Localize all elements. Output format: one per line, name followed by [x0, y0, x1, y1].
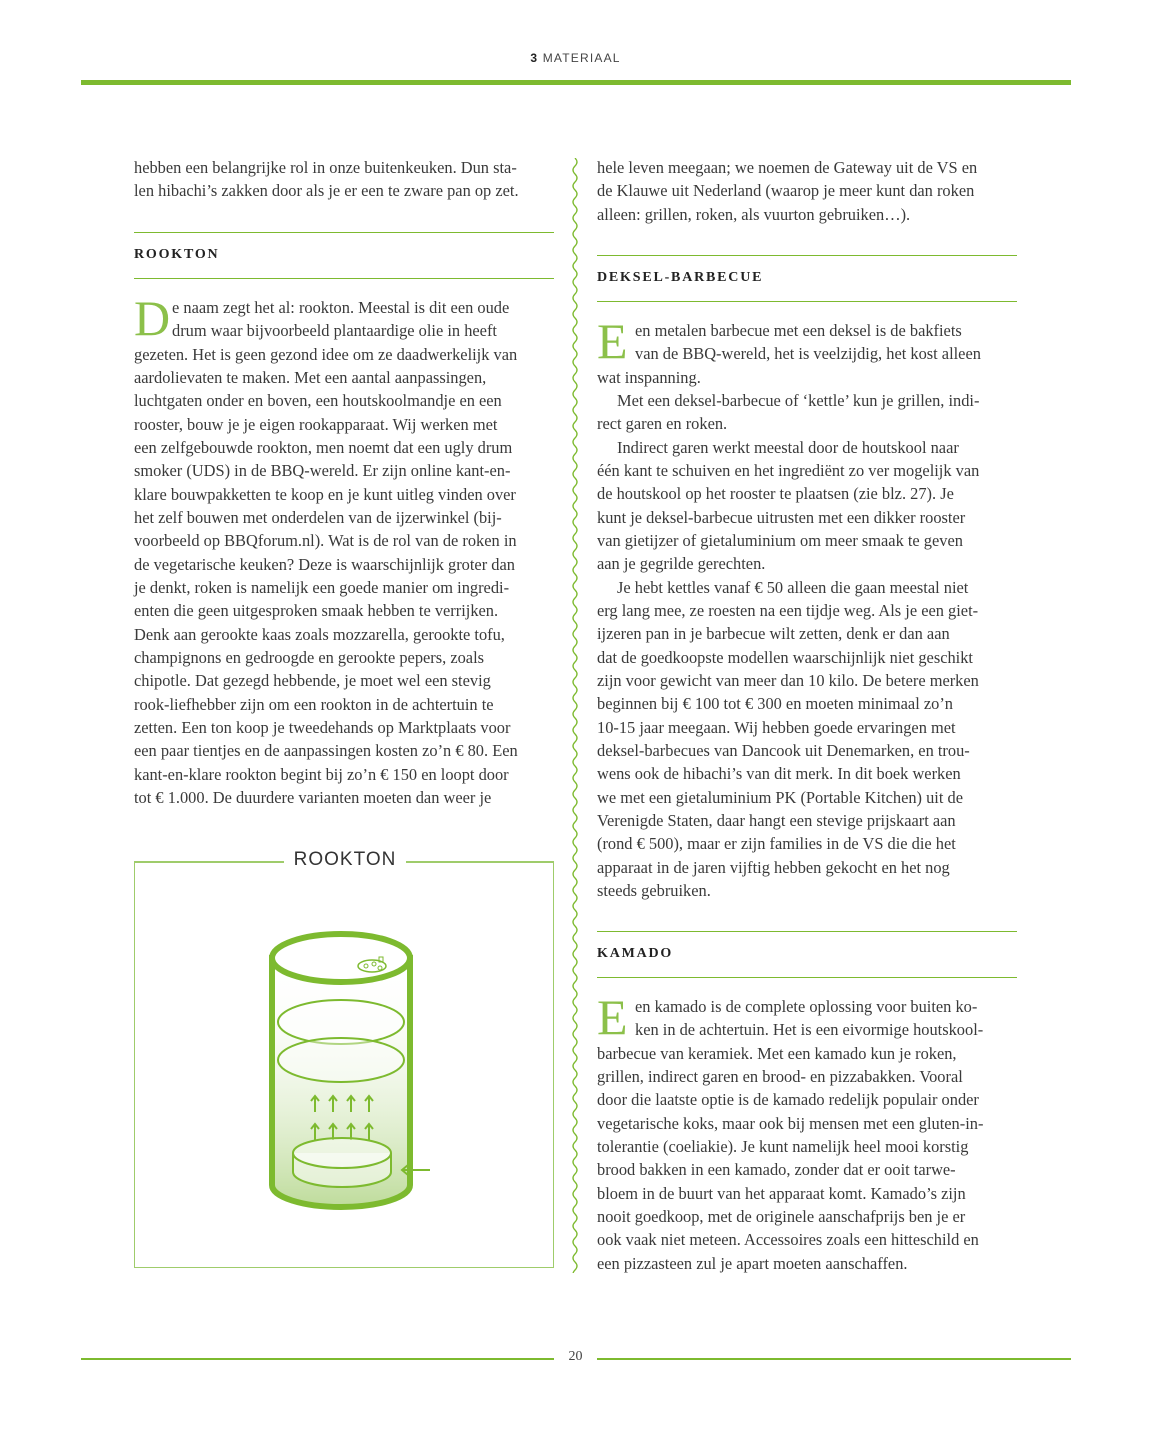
- section-rule: [597, 255, 1017, 256]
- text-line: wat inspanning.: [597, 367, 701, 387]
- text-line: luchtgaten onder en boven, een houtskoolmandje en een: [134, 391, 502, 411]
- text-line: beginnen bij € 100 tot € 300 en moeten minimaal zo’n: [597, 694, 953, 714]
- text-line: dat de goedkoopste modellen waarschijnlijk niet geschikt: [597, 647, 973, 667]
- section-rule: [597, 931, 1017, 932]
- text-line: ken in de achtertuin. Het is een eivormige houtskool-: [635, 1020, 984, 1040]
- text-line: klare bouwpakketten te koop en je kunt uitleg vinden over: [134, 484, 516, 504]
- text-line: de Klauwe uit Nederland (waarop je meer kunt dan roken: [597, 181, 975, 201]
- text-line: de vegetarische keuken? Deze is waarschijnlijk groter dan: [134, 554, 515, 574]
- text-line: kant-en-klare rookton begint bij zo’n € 150 en loopt door: [134, 764, 509, 784]
- footer-rule-left: [81, 1358, 554, 1360]
- page-number: 20: [568, 1349, 583, 1364]
- text-line: 10-15 jaar meegaan. Wij hebben goede ervaringen met: [597, 717, 956, 737]
- deksel-body: [597, 313, 1022, 902]
- text-line: erg lang mee, ze roesten na een tijdje weg. Als je een giet-: [597, 600, 979, 620]
- text-line: een pizzasteen zul je apart moeten aanschaffen.: [597, 1253, 908, 1273]
- text-line: hele leven meegaan; we noemen de Gateway uit de VS en: [597, 158, 978, 177]
- section-rule: [134, 232, 554, 233]
- text-line: het zelf bouwen met onderdelen van de ijzerwinkel (bij-: [134, 507, 502, 527]
- text-line: door die laatste optie is de kamado redelijk populair onder: [597, 1090, 979, 1110]
- text-line: en kamado is de complete oplossing voor buiten ko-: [635, 997, 978, 1016]
- text-line: Denk aan gerookte kaas zoals mozzarella, gerookte tofu,: [134, 624, 505, 644]
- drop-cap: E: [597, 313, 628, 369]
- figure-title: ROOKTON: [293, 849, 397, 870]
- text-line: rook-liefhebber zijn om een rookton in de achtertuin te: [134, 694, 494, 714]
- text-line: rect garen en roken.: [597, 414, 728, 434]
- text-line: brood bakken in een kamado, zonder dat er ooit tarwe-: [597, 1160, 956, 1180]
- text-line: Verenigde Staten, daar hangt een stevige prijskaart aan: [597, 810, 956, 830]
- text-line: nooit goedkoop, met de originele aanschafprijs ben je er: [597, 1206, 966, 1226]
- text-line: tot € 1.000. De duurdere varianten moeten dan weer je: [134, 787, 492, 807]
- text-line: aan je gegrilde gerechten.: [597, 554, 766, 574]
- section-heading-rookton: ROOKTON: [134, 247, 220, 262]
- text-line: een paar tientjes en de aanpassingen kosten zo’n € 80. Een: [134, 741, 518, 761]
- text-line: enten die geen uitgesproken smaak hebben te verrijken.: [134, 601, 499, 621]
- text-line: len hibachi’s zakken door als je er een te zware pan op zet.: [134, 181, 519, 201]
- text-line: rooster, bouw je je eigen rookapparaat. Wij werken met: [134, 414, 498, 434]
- text-line: Met een deksel-barbecue of ‘kettle’ kun je grillen, indi-: [617, 390, 980, 410]
- section-rule: [597, 301, 1017, 302]
- text-line: en metalen barbecue met een deksel is de bakfiets: [635, 321, 962, 340]
- text-line: voorbeeld op BBQforum.nl). Wat is de rol van de roken in: [134, 531, 517, 551]
- text-line: drum waar bijvoorbeeld plantaardige olie in heeft: [172, 321, 497, 341]
- figure-frame-top-right: [406, 861, 553, 863]
- kamado-body: [597, 989, 1022, 1275]
- chapter-title: MATERIAAL: [542, 51, 621, 65]
- section-rule: [134, 278, 554, 279]
- footer-rule-right: [597, 1358, 1071, 1360]
- text-line: je denkt, roken is namelijk een goede manier om ingredi-: [134, 577, 510, 597]
- text-line: zetten. Een ton koop je tweedehands op Marktplaats voor: [134, 717, 511, 737]
- text-line: e naam zegt het al: rookton. Meestal is dit een oude: [172, 298, 510, 317]
- text-line: barbecue van keramiek. Met een kamado kun je roken,: [597, 1043, 957, 1063]
- right-intro-paragraph: [597, 156, 1022, 226]
- text-line: wens ook de hibachi’s van dit merk. In dit boek werken: [597, 764, 961, 784]
- text-line: apparaat in de jaren vijftig hebben gekocht en het nog: [597, 857, 950, 877]
- text-line: van de BBQ-wereld, het is veelzijdig, het kost alleen: [635, 344, 981, 364]
- text-line: Indirect garen werkt meestal door de houtskool naar: [617, 437, 959, 457]
- text-line: bloem in de buurt van het apparaat komt. Kamado’s zijn: [597, 1183, 966, 1203]
- text-line: hebben een belangrijke rol in onze buitenkeuken. Dun sta-: [134, 158, 517, 177]
- text-line: chipotle. Dat gezegd hebbende, je moet wel een stevig: [134, 671, 491, 691]
- section-rule: [597, 977, 1017, 978]
- text-line: Je hebt kettles vanaf € 50 alleen die gaan meestal niet: [617, 577, 969, 597]
- rookton-body: [134, 290, 559, 809]
- column-divider: [569, 158, 581, 1273]
- text-line: (rond € 500), maar er zijn families in de VS die die het: [597, 834, 956, 854]
- text-line: steeds gebruiken.: [597, 880, 711, 900]
- text-line: ijzeren pan in je barbecue wilt zetten, denk er dan aan: [597, 624, 950, 644]
- text-line: vegetarische koks, maar ook bij mensen met een gluten-in-: [597, 1113, 984, 1133]
- text-line: we met een gietaluminium PK (Portable Kitchen) uit de: [597, 787, 963, 807]
- text-line: champignons en gedroogde en gerookte pepers, zoals: [134, 647, 485, 667]
- text-line: smoker (UDS) in de BBQ-wereld. Er zijn online kant-en-: [134, 461, 511, 481]
- figure-frame: [134, 861, 554, 1268]
- text-line: zijn voor gewicht van meer dan 10 kilo. De betere merken: [597, 670, 979, 690]
- text-line: alleen: grillen, roken, als vuurton gebruiken…).: [597, 204, 911, 224]
- text-line: aardolievaten te maken. Met een aantal aanpassingen,: [134, 367, 487, 387]
- chapter-number: 3: [530, 51, 539, 65]
- text-line: gezeten. Het is geen gezond idee om ze daadwerkelijk van: [134, 344, 518, 364]
- left-intro-paragraph: [134, 156, 559, 203]
- text-line: de houtskool op het rooster te plaatsen (zie blz. 27). Je: [597, 484, 954, 504]
- text-line: van gietijzer of gietaluminium om meer smaak te geven: [597, 530, 963, 550]
- text-line: kunt je deksel-barbecue uitrusten met een dikker rooster: [597, 507, 966, 527]
- running-header: [0, 51, 1151, 65]
- section-heading-deksel-barbecue: DEKSEL-BARBECUE: [597, 270, 764, 285]
- text-line: tolerantie (coeliakie). Je kunt namelijk heel mooi korstig: [597, 1136, 969, 1156]
- drop-cap: E: [597, 989, 628, 1045]
- text-line: één kant te schuiven en het ingrediënt zo ver mogelijk van: [597, 460, 980, 480]
- section-heading-kamado: KAMADO: [597, 946, 674, 961]
- text-line: een zelfgebouwde rookton, men noemt dat een ugly drum: [134, 437, 513, 457]
- text-line: grillen, indirect garen en brood- en pizzabakken. Vooral: [597, 1066, 963, 1086]
- text-line: ook vaak niet meteen. Accessoires zoals een hitteschild en: [597, 1230, 979, 1250]
- figure-frame-top-left: [134, 861, 284, 863]
- text-line: deksel-barbecues van Dancook uit Denemarken, en trou-: [597, 740, 970, 760]
- header-rule: [81, 80, 1071, 85]
- drop-cap: D: [134, 290, 171, 346]
